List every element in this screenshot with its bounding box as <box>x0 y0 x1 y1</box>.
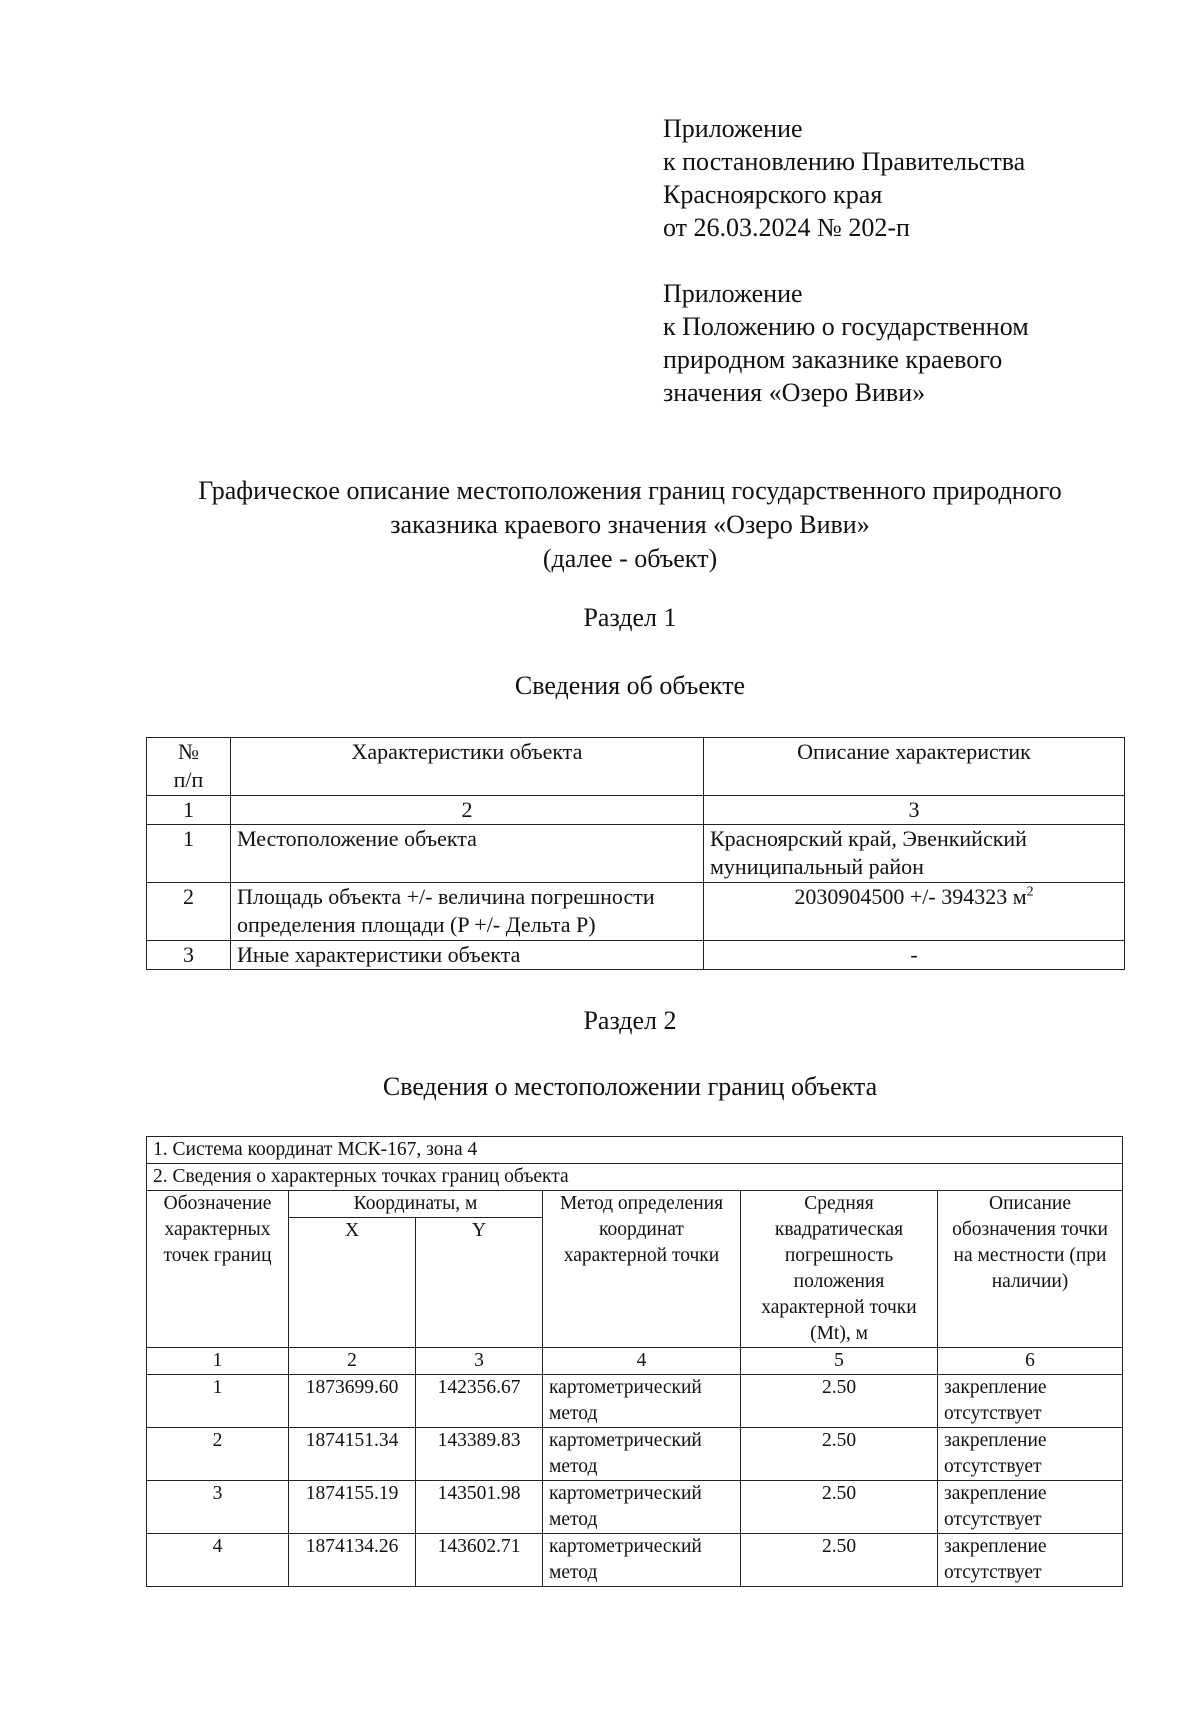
point-x: 1873699.60 <box>289 1375 416 1428</box>
appendix-block-regulation <box>663 277 1143 409</box>
column-number: 1 <box>147 796 231 825</box>
header-method: Метод определения координат характерной точки <box>543 1191 741 1348</box>
boundary-points-table <box>146 1136 1123 1587</box>
point-method: картометрический метод <box>543 1534 741 1587</box>
point-y: 143389.83 <box>416 1428 543 1481</box>
point-error: 2.50 <box>741 1428 938 1481</box>
table-header-row <box>147 1191 1123 1218</box>
header-coordinates: Координаты, м <box>289 1191 543 1218</box>
column-number-row <box>147 796 1125 825</box>
row-characteristic: Местоположение объекта <box>231 825 704 883</box>
point-description: закрепление отсутствует <box>938 1481 1123 1534</box>
point-error: 2.50 <box>741 1375 938 1428</box>
point-error: 2.50 <box>741 1534 938 1587</box>
header-x: X <box>289 1218 416 1348</box>
point-number: 4 <box>147 1534 289 1587</box>
appendix-line: к постановлению Правительства <box>663 147 1026 176</box>
table-header-row <box>147 738 1125 796</box>
appendix-block-resolution <box>663 112 1143 244</box>
table-row <box>147 1375 1123 1428</box>
column-number: 3 <box>416 1348 543 1375</box>
points-title: 2. Сведения о характерных точках границ объекта <box>147 1164 1123 1191</box>
object-info-table <box>146 737 1125 970</box>
row-characteristic: Площадь объекта +/- величина погрешности определения площади (P +/- Дельта P) <box>231 883 704 941</box>
header-number: № п/п <box>147 738 231 796</box>
point-number: 3 <box>147 1481 289 1534</box>
point-method: картометрический метод <box>543 1428 741 1481</box>
row-description <box>704 883 1125 941</box>
point-method: картометрический метод <box>543 1375 741 1428</box>
point-y: 143501.98 <box>416 1481 543 1534</box>
column-number: 2 <box>231 796 704 825</box>
column-number: 1 <box>147 1348 289 1375</box>
point-method: картометрический метод <box>543 1481 741 1534</box>
point-x: 1874155.19 <box>289 1481 416 1534</box>
row-number: 3 <box>147 941 231 970</box>
appendix-line: природном заказнике краевого <box>663 345 1003 374</box>
point-y: 142356.67 <box>416 1375 543 1428</box>
table-row <box>147 941 1125 970</box>
appendix-line: Приложение <box>663 114 803 143</box>
column-number: 5 <box>741 1348 938 1375</box>
row-description: - <box>704 941 1125 970</box>
section2-heading: Раздел 2 <box>583 1006 677 1035</box>
column-number-row <box>147 1348 1123 1375</box>
appendix-line: Приложение <box>663 279 803 308</box>
row-number: 1 <box>147 825 231 883</box>
appendix-line: Красноярского края <box>663 180 883 209</box>
coordinate-system: 1. Система координат МСК-167, зона 4 <box>147 1137 1123 1164</box>
section1-heading: Раздел 1 <box>583 603 677 632</box>
table-row <box>147 883 1125 941</box>
point-y: 143602.71 <box>416 1534 543 1587</box>
coordinate-system-row <box>147 1137 1123 1164</box>
document-title <box>60 474 1200 576</box>
point-x: 1874134.26 <box>289 1534 416 1587</box>
title-line: (далее - объект) <box>542 544 718 573</box>
header-description: Описание обозначения точки на местности (при наличии) <box>938 1191 1123 1348</box>
points-title-row <box>147 1164 1123 1191</box>
column-number: 2 <box>289 1348 416 1375</box>
point-number: 2 <box>147 1428 289 1481</box>
header-designation: Обозначение характерных точек границ <box>147 1191 289 1348</box>
point-error: 2.50 <box>741 1481 938 1534</box>
point-x: 1874151.34 <box>289 1428 416 1481</box>
point-number: 1 <box>147 1375 289 1428</box>
header-y: Y <box>416 1218 543 1348</box>
area-unit-superscript: 2 <box>1026 884 1034 900</box>
title-line: заказника краевого значения «Озеро Виви» <box>390 510 870 539</box>
table-row <box>147 1428 1123 1481</box>
title-line: Графическое описание местоположения границ государственного природного <box>198 476 1062 505</box>
row-characteristic: Иные характеристики объекта <box>231 941 704 970</box>
point-description: закрепление отсутствует <box>938 1534 1123 1587</box>
row-description: Красноярский край, Эвенкийский муниципальный район <box>704 825 1125 883</box>
row-number: 2 <box>147 883 231 941</box>
point-description: закрепление отсутствует <box>938 1375 1123 1428</box>
appendix-line: значения «Озеро Виви» <box>663 378 926 407</box>
table-row <box>147 825 1125 883</box>
section2-subheading: Сведения о местоположении границ объекта <box>382 1072 878 1101</box>
column-number: 4 <box>543 1348 741 1375</box>
header-description: Описание характеристик <box>704 738 1125 796</box>
header-characteristic: Характеристики объекта <box>231 738 704 796</box>
table-row <box>147 1534 1123 1587</box>
appendix-line: к Положению о государственном <box>663 312 1029 341</box>
point-description: закрепление отсутствует <box>938 1428 1123 1481</box>
column-number: 3 <box>704 796 1125 825</box>
table-row <box>147 1481 1123 1534</box>
appendix-line: от 26.03.2024 № 202-п <box>663 213 910 242</box>
section1-subheading: Сведения об объекте <box>514 671 746 700</box>
header-error: Средняя квадратическая погрешность положения характерной точки (Mt), м <box>741 1191 938 1348</box>
column-number: 6 <box>938 1348 1123 1375</box>
area-value: 2030904500 +/- 394323 м <box>794 884 1027 909</box>
